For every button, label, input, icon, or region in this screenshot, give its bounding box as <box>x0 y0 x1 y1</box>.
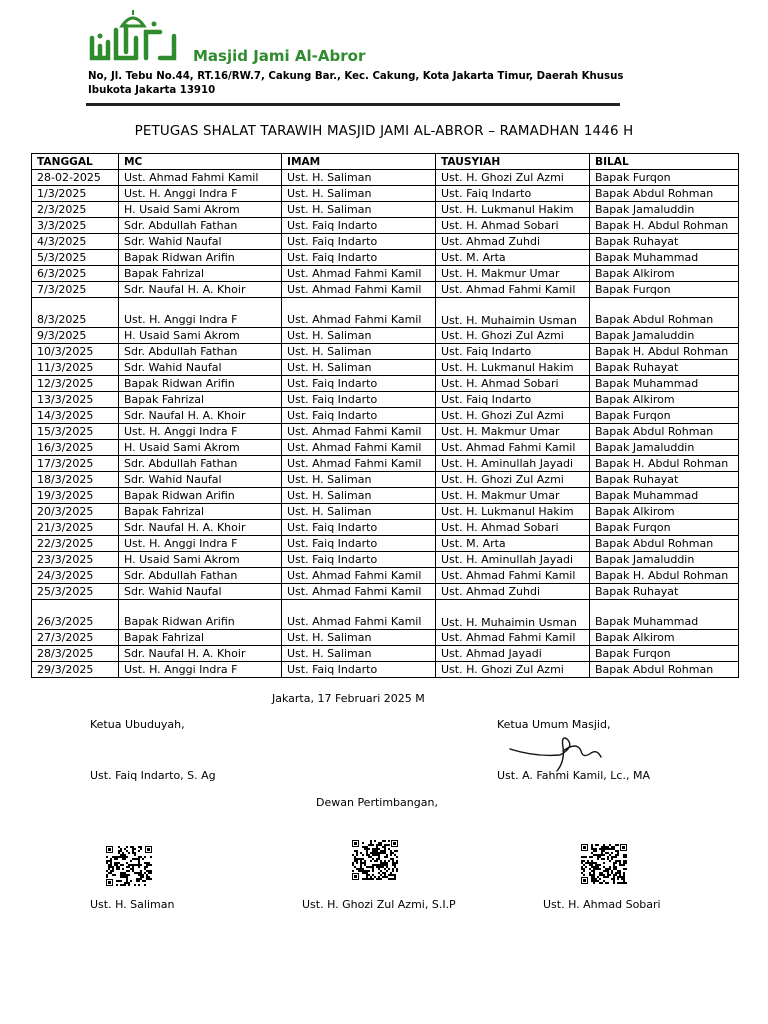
cell-bilal: Bapak Alkirom <box>590 630 739 646</box>
qr-code-icon <box>352 840 398 880</box>
cell-imam: Ust. Faiq Indarto <box>282 520 436 536</box>
cell-imam: Ust. H. Saliman <box>282 360 436 376</box>
table-row <box>32 662 739 678</box>
cell-tausyiah: Ust. H. Aminullah Jayadi <box>436 456 590 472</box>
cell-tanggal: 27/3/2025 <box>32 630 119 646</box>
qr-code-icon <box>581 844 627 884</box>
cell-bilal: Bapak Abdul Rohman <box>590 186 739 202</box>
cell-bilal: Bapak Jamaluddin <box>590 440 739 456</box>
table-row <box>32 646 739 662</box>
table-header-row <box>32 154 739 170</box>
cell-imam: Ust. H. Saliman <box>282 488 436 504</box>
cell-tausyiah: Ust. H. Aminullah Jayadi <box>436 552 590 568</box>
cell-mc: Sdr. Naufal H. A. Khoir <box>119 282 282 298</box>
cell-bilal: Bapak Jamaluddin <box>590 552 739 568</box>
cell-bilal: Bapak Furqon <box>590 282 739 298</box>
cell-tanggal: 12/3/2025 <box>32 376 119 392</box>
cell-tanggal: 23/3/2025 <box>32 552 119 568</box>
cell-bilal: Bapak Jamaluddin <box>590 328 739 344</box>
cell-tausyiah: Ust. Faiq Indarto <box>436 186 590 202</box>
cell-imam: Ust. Ahmad Fahmi Kamil <box>282 584 436 600</box>
cell-tausyiah: Ust. H. Ghozi Zul Azmi <box>436 662 590 678</box>
council-member-2: Ust. H. Ghozi Zul Azmi, S.I.P <box>302 898 456 911</box>
cell-mc: Sdr. Abdullah Fathan <box>119 344 282 360</box>
table-row <box>32 298 739 328</box>
cell-bilal: Bapak H. Abdul Rohman <box>590 456 739 472</box>
table-row <box>32 218 739 234</box>
right-signer-role: Ketua Umum Masjid, <box>497 718 611 731</box>
cell-tanggal: 28/3/2025 <box>32 646 119 662</box>
table-row <box>32 568 739 584</box>
col-header-tausyiah: TAUSYIAH <box>436 154 590 170</box>
cell-tanggal: 22/3/2025 <box>32 536 119 552</box>
cell-imam: Ust. Ahmad Fahmi Kamil <box>282 298 436 328</box>
cell-tausyiah: Ust. Faiq Indarto <box>436 392 590 408</box>
cell-mc: Ust. H. Anggi Indra F <box>119 662 282 678</box>
col-header-mc: MC <box>119 154 282 170</box>
cell-tanggal: 25/3/2025 <box>32 584 119 600</box>
cell-tausyiah: Ust. Ahmad Fahmi Kamil <box>436 440 590 456</box>
cell-tausyiah: Ust. H. Ghozi Zul Azmi <box>436 472 590 488</box>
cell-tanggal: 29/3/2025 <box>32 662 119 678</box>
table-row <box>32 600 739 630</box>
cell-mc: Sdr. Wahid Naufal <box>119 234 282 250</box>
table-row <box>32 202 739 218</box>
cell-mc: Sdr. Wahid Naufal <box>119 472 282 488</box>
cell-tausyiah: Ust. H. Lukmanul Hakim <box>436 202 590 218</box>
address-line-1: No, Jl. Tebu No.44, RT.16/RW.7, Cakung Bar., Kec. Cakung, Kota Jakarta Timur, Daerah Khusus <box>88 71 624 82</box>
cell-tausyiah: Ust. H. Ghozi Zul Azmi <box>436 408 590 424</box>
table-row <box>32 536 739 552</box>
cell-tanggal: 26/3/2025 <box>32 600 119 630</box>
document-title: PETUGAS SHALAT TARAWIH MASJID JAMI AL-ABROR – RAMADHAN 1446 H <box>134 124 634 139</box>
cell-bilal: Bapak Furqon <box>590 646 739 662</box>
cell-tanggal: 4/3/2025 <box>32 234 119 250</box>
cell-mc: Bapak Fahrizal <box>119 504 282 520</box>
cell-mc: Bapak Fahrizal <box>119 392 282 408</box>
table-row <box>32 520 739 536</box>
cell-tanggal: 2/3/2025 <box>32 202 119 218</box>
cell-tausyiah: Ust. H. Makmur Umar <box>436 266 590 282</box>
cell-bilal: Bapak Muhammad <box>590 488 739 504</box>
cell-tanggal: 3/3/2025 <box>32 218 119 234</box>
cell-mc: Sdr. Abdullah Fathan <box>119 456 282 472</box>
cell-tanggal: 24/3/2025 <box>32 568 119 584</box>
cell-mc: Bapak Ridwan Arifin <box>119 250 282 266</box>
place-date: Jakarta, 17 Februari 2025 M <box>272 692 425 705</box>
cell-imam: Ust. H. Saliman <box>282 328 436 344</box>
cell-bilal: Bapak Ruhayat <box>590 234 739 250</box>
cell-imam: Ust. Faiq Indarto <box>282 234 436 250</box>
cell-tausyiah: Ust. Ahmad Zuhdi <box>436 234 590 250</box>
cell-imam: Ust. Faiq Indarto <box>282 408 436 424</box>
cell-mc: Sdr. Abdullah Fathan <box>119 568 282 584</box>
cell-imam: Ust. H. Saliman <box>282 630 436 646</box>
cell-mc: Sdr. Wahid Naufal <box>119 584 282 600</box>
table-row <box>32 250 739 266</box>
cell-bilal: Bapak Muhammad <box>590 250 739 266</box>
table-row <box>32 552 739 568</box>
header-divider <box>86 103 620 106</box>
cell-imam: Ust. H. Saliman <box>282 202 436 218</box>
cell-imam: Ust. Ahmad Fahmi Kamil <box>282 282 436 298</box>
cell-imam: Ust. H. Saliman <box>282 472 436 488</box>
table-row <box>32 392 739 408</box>
cell-mc: Sdr. Naufal H. A. Khoir <box>119 646 282 662</box>
cell-tanggal: 19/3/2025 <box>32 488 119 504</box>
table-row <box>32 584 739 600</box>
cell-bilal: Bapak Abdul Rohman <box>590 424 739 440</box>
schedule-body <box>32 170 739 678</box>
cell-tausyiah: Ust. M. Arta <box>436 536 590 552</box>
cell-mc: H. Usaid Sami Akrom <box>119 552 282 568</box>
cell-tausyiah: Ust. H. Lukmanul Hakim <box>436 360 590 376</box>
cell-bilal: Bapak Ruhayat <box>590 360 739 376</box>
schedule-table <box>31 153 739 678</box>
cell-imam: Ust. Faiq Indarto <box>282 392 436 408</box>
cell-tausyiah: Ust. Ahmad Fahmi Kamil <box>436 630 590 646</box>
cell-tausyiah: Ust. M. Arta <box>436 250 590 266</box>
address <box>88 70 648 98</box>
cell-bilal: Bapak Abdul Rohman <box>590 662 739 678</box>
cell-tausyiah: Ust. H. Ahmad Sobari <box>436 376 590 392</box>
cell-tausyiah: Ust. Ahmad Jayadi <box>436 646 590 662</box>
cell-tanggal: 9/3/2025 <box>32 328 119 344</box>
cell-tanggal: 13/3/2025 <box>32 392 119 408</box>
cell-mc: Bapak Ridwan Arifin <box>119 600 282 630</box>
cell-tausyiah: Ust. H. Makmur Umar <box>436 424 590 440</box>
cell-bilal: Bapak H. Abdul Rohman <box>590 218 739 234</box>
cell-bilal: Bapak Ruhayat <box>590 472 739 488</box>
cell-tanggal: 6/3/2025 <box>32 266 119 282</box>
cell-mc: Bapak Fahrizal <box>119 266 282 282</box>
table-row <box>32 504 739 520</box>
org-name: Masjid Jami Al-Abror <box>193 47 366 65</box>
cell-tanggal: 14/3/2025 <box>32 408 119 424</box>
right-signer-name: Ust. A. Fahmi Kamil, Lc., MA <box>497 769 650 782</box>
cell-tausyiah: Ust. H. Makmur Umar <box>436 488 590 504</box>
cell-bilal: Bapak Furqon <box>590 408 739 424</box>
cell-tanggal: 11/3/2025 <box>32 360 119 376</box>
cell-tausyiah: Ust. H. Muhaimin Usman <box>436 298 590 328</box>
cell-imam: Ust. H. Saliman <box>282 344 436 360</box>
cell-tanggal: 15/3/2025 <box>32 424 119 440</box>
cell-tausyiah: Ust. H. Lukmanul Hakim <box>436 504 590 520</box>
cell-mc: Sdr. Naufal H. A. Khoir <box>119 408 282 424</box>
cell-bilal: Bapak Abdul Rohman <box>590 536 739 552</box>
cell-tanggal: 17/3/2025 <box>32 456 119 472</box>
cell-bilal: Bapak Alkirom <box>590 504 739 520</box>
cell-imam: Ust. H. Saliman <box>282 186 436 202</box>
cell-imam: Ust. Faiq Indarto <box>282 250 436 266</box>
cell-tanggal: 18/3/2025 <box>32 472 119 488</box>
cell-mc: H. Usaid Sami Akrom <box>119 440 282 456</box>
cell-imam: Ust. Faiq Indarto <box>282 536 436 552</box>
cell-imam: Ust. Faiq Indarto <box>282 662 436 678</box>
table-row <box>32 630 739 646</box>
cell-tanggal: 21/3/2025 <box>32 520 119 536</box>
cell-imam: Ust. Ahmad Fahmi Kamil <box>282 600 436 630</box>
cell-bilal: Bapak Muhammad <box>590 376 739 392</box>
cell-imam: Ust. Ahmad Fahmi Kamil <box>282 456 436 472</box>
cell-mc: Sdr. Wahid Naufal <box>119 360 282 376</box>
council-member-3: Ust. H. Ahmad Sobari <box>543 898 661 911</box>
cell-imam: Ust. H. Saliman <box>282 646 436 662</box>
cell-mc: Ust. H. Anggi Indra F <box>119 424 282 440</box>
left-signer-name: Ust. Faiq Indarto, S. Ag <box>90 769 216 782</box>
address-line-2: Ibukota Jakarta 13910 <box>88 85 216 96</box>
cell-tanggal: 16/3/2025 <box>32 440 119 456</box>
cell-bilal: Bapak Furqon <box>590 170 739 186</box>
cell-mc: H. Usaid Sami Akrom <box>119 202 282 218</box>
cell-bilal: Bapak Muhammad <box>590 600 739 630</box>
cell-tanggal: 1/3/2025 <box>32 186 119 202</box>
table-row <box>32 282 739 298</box>
cell-bilal: Bapak H. Abdul Rohman <box>590 344 739 360</box>
cell-imam: Ust. Ahmad Fahmi Kamil <box>282 424 436 440</box>
cell-mc: Ust. H. Anggi Indra F <box>119 536 282 552</box>
cell-tanggal: 20/3/2025 <box>32 504 119 520</box>
table-row <box>32 472 739 488</box>
table-row <box>32 376 739 392</box>
cell-tausyiah: Ust. H. Ghozi Zul Azmi <box>436 328 590 344</box>
left-signer-role: Ketua Ubuduyah, <box>90 718 185 731</box>
cell-mc: Bapak Ridwan Arifin <box>119 488 282 504</box>
table-row <box>32 344 739 360</box>
cell-tanggal: 8/3/2025 <box>32 298 119 328</box>
cell-imam: Ust. Faiq Indarto <box>282 552 436 568</box>
cell-mc: Sdr. Naufal H. A. Khoir <box>119 520 282 536</box>
cell-tausyiah: Ust. Ahmad Fahmi Kamil <box>436 568 590 584</box>
cell-mc: Sdr. Abdullah Fathan <box>119 218 282 234</box>
council-member-1: Ust. H. Saliman <box>90 898 175 911</box>
cell-tanggal: 5/3/2025 <box>32 250 119 266</box>
cell-tausyiah: Ust. Ahmad Zuhdi <box>436 584 590 600</box>
table-row <box>32 170 739 186</box>
table-row <box>32 408 739 424</box>
council-role: Dewan Pertimbangan, <box>316 796 438 809</box>
cell-imam: Ust. Faiq Indarto <box>282 218 436 234</box>
cell-imam: Ust. Ahmad Fahmi Kamil <box>282 568 436 584</box>
cell-tanggal: 28-02-2025 <box>32 170 119 186</box>
table-row <box>32 234 739 250</box>
cell-mc: H. Usaid Sami Akrom <box>119 328 282 344</box>
cell-mc: Ust. H. Anggi Indra F <box>119 186 282 202</box>
cell-bilal: Bapak H. Abdul Rohman <box>590 568 739 584</box>
cell-bilal: Bapak Abdul Rohman <box>590 298 739 328</box>
table-row <box>32 424 739 440</box>
cell-tanggal: 7/3/2025 <box>32 282 119 298</box>
table-row <box>32 186 739 202</box>
cell-tausyiah: Ust. Ahmad Fahmi Kamil <box>436 282 590 298</box>
cell-imam: Ust. Faiq Indarto <box>282 376 436 392</box>
cell-imam: Ust. Ahmad Fahmi Kamil <box>282 440 436 456</box>
cell-imam: Ust. H. Saliman <box>282 504 436 520</box>
cell-tausyiah: Ust. H. Ahmad Sobari <box>436 520 590 536</box>
cell-imam: Ust. Ahmad Fahmi Kamil <box>282 266 436 282</box>
cell-tausyiah: Ust. H. Ahmad Sobari <box>436 218 590 234</box>
cell-bilal: Bapak Furqon <box>590 520 739 536</box>
table-row <box>32 266 739 282</box>
table-row <box>32 360 739 376</box>
cell-bilal: Bapak Alkirom <box>590 392 739 408</box>
qr-code-icon <box>106 846 152 886</box>
table-row <box>32 456 739 472</box>
cell-tausyiah: Ust. H. Ghozi Zul Azmi <box>436 170 590 186</box>
cell-mc: Bapak Ridwan Arifin <box>119 376 282 392</box>
table-row <box>32 488 739 504</box>
col-header-imam: IMAM <box>282 154 436 170</box>
cell-tausyiah: Ust. H. Muhaimin Usman <box>436 600 590 630</box>
table-row <box>32 328 739 344</box>
cell-bilal: Bapak Jamaluddin <box>590 202 739 218</box>
cell-tanggal: 10/3/2025 <box>32 344 119 360</box>
cell-bilal: Bapak Alkirom <box>590 266 739 282</box>
cell-mc: Ust. H. Anggi Indra F <box>119 298 282 328</box>
mosque-logo-icon <box>86 8 182 66</box>
cell-mc: Bapak Fahrizal <box>119 630 282 646</box>
col-header-bilal: BILAL <box>590 154 739 170</box>
table-row <box>32 440 739 456</box>
cell-imam: Ust. H. Saliman <box>282 170 436 186</box>
cell-bilal: Bapak Ruhayat <box>590 584 739 600</box>
col-header-tanggal: TANGGAL <box>32 154 119 170</box>
cell-tausyiah: Ust. Faiq Indarto <box>436 344 590 360</box>
cell-mc: Ust. Ahmad Fahmi Kamil <box>119 170 282 186</box>
